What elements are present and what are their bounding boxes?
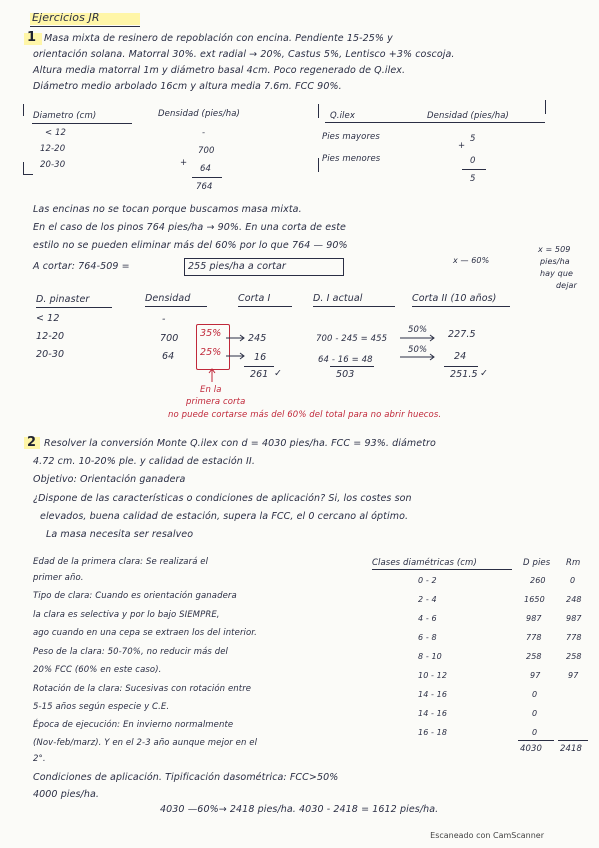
bracket [545, 100, 546, 114]
ex1-statement-line: Diámetro medio arbolado 16cm y altura media 7.6m. FCC 90%. [33, 81, 342, 92]
ex2-note-line: Tipo de clara: Cuando es orientación ganadera [33, 591, 237, 601]
table2-header: Corta II (10 años) [412, 293, 497, 304]
bracket [318, 158, 319, 172]
class-cell: 0 - 2 [418, 576, 437, 585]
total-rm: 2418 [560, 744, 583, 754]
sum-line [192, 177, 222, 178]
bracket [23, 174, 33, 175]
ex1-statement-line: orientación solana. Matorral 30%. ext radial → 20%, Castus 5%, Lentisco +3% coscoja. [33, 49, 455, 60]
table-right-total: 5 [470, 174, 476, 184]
side-calc: x = 509 [538, 245, 571, 254]
check-icon: ✓ [274, 368, 283, 379]
ex2-question-line: elevados, buena calidad de estación, supera la FCC, el 0 cercano al óptimo. [40, 511, 409, 522]
table2-cell: 64 - 16 = 48 [318, 355, 373, 365]
conditions: Condiciones de aplicación. Tipificación dasométrica: FCC>50% [33, 772, 339, 783]
arrow-icon [400, 336, 440, 366]
check-icon: ✓ [480, 368, 489, 379]
table2-pct: 35% [200, 328, 222, 339]
table-right-cell: Pies mayores [322, 132, 380, 142]
ex2-note-line: ago cuando en una cepa se extraen los del interior. [33, 628, 257, 638]
ex2-note-line: 5-15 años según especie y C.E. [33, 702, 170, 712]
ex2-note-line: Peso de la clara: 50-70%, no reducir más del [33, 647, 229, 657]
table2-cell: 245 [248, 333, 267, 344]
red-note: En la [200, 385, 222, 395]
class-cell: 0 [570, 576, 576, 585]
class-cell: 4 - 6 [418, 614, 437, 623]
class-cell: 778 [526, 633, 542, 642]
title-underline [30, 26, 140, 27]
scanner-footer: Escaneado con CamScanner [430, 831, 544, 840]
total-pies: 4030 [520, 744, 543, 754]
header-underline [412, 306, 510, 307]
up-arrow-icon [208, 368, 218, 384]
header-underline [313, 306, 395, 307]
table2-cell: 64 [162, 351, 175, 362]
class-cell: 97 [530, 671, 541, 680]
class-cell: 16 - 18 [418, 728, 448, 737]
sum-line [558, 740, 588, 741]
ex2-note-line: 2°. [33, 754, 46, 764]
table-left-header-densidad: Densidad (pies/ha) [158, 109, 240, 119]
table2-cell: < 12 [36, 313, 60, 324]
class-cell: 1650 [524, 595, 545, 604]
table2-cell: 227.5 [448, 329, 476, 340]
class-cell: 987 [526, 614, 542, 623]
table2-cell: 700 - 245 = 455 [316, 334, 388, 344]
table2-sum: 503 [336, 369, 355, 380]
col-header-dpies: D pies [523, 558, 551, 568]
table2-cell: 700 [160, 333, 179, 344]
table2-header: D. pinaster [36, 294, 90, 305]
table-right-header-densidad: Densidad (pies/ha) [427, 111, 509, 121]
plus-sign: + [458, 141, 466, 151]
ex1-number: 1 [27, 30, 37, 45]
class-cell: 14 - 16 [418, 709, 448, 718]
table2-pct: 50% [408, 345, 428, 355]
ex1-text-line: En el caso de los pinos 764 pies/ha → 90%. En una corta de este [33, 222, 346, 233]
table-right-header-qilex: Q.ilex [330, 111, 355, 121]
header-underline [238, 306, 292, 307]
table-right-cell: 5 [470, 134, 476, 144]
header-underline [36, 307, 112, 308]
side-calc: pies/ha [540, 257, 570, 266]
table-left-cell: 64 [200, 164, 212, 174]
table-right-cell: Pies menores [322, 154, 381, 164]
class-cell: 248 [566, 595, 582, 604]
sum-line [518, 740, 554, 741]
sum-line [330, 366, 374, 367]
table2-sum: 251.5 [450, 369, 478, 380]
bracket [23, 104, 24, 116]
sum-line [462, 169, 486, 170]
ex2-note-line: (Nov-feb/marz). Y en el 2-3 año aunque mejor en el [33, 738, 258, 748]
ex2-statement-line: Resolver la conversión Monte Q.ilex con d = 4030 pies/ha. FCC = 93%. diámetro [44, 438, 436, 449]
side-calc: x — 60% [453, 256, 490, 265]
header-underline [372, 569, 512, 570]
table-left-cell: < 12 [45, 128, 67, 138]
arrow-icon [226, 330, 250, 360]
ex2-note-line: la clara es selectiva y por lo bajo SIEMPRE, [33, 610, 220, 620]
ex2-question-line: La masa necesita ser resalveo [46, 529, 194, 540]
ex2-note-line: Época de ejecución: En invierno normalmente [33, 720, 234, 730]
class-cell: 0 [532, 709, 538, 718]
ex2-note-line: primer año. [33, 573, 84, 583]
ex2-question-line: ¿Dispone de las características o condiciones de aplicación? Si, los costes son [33, 493, 412, 504]
table2-cell: 12-20 [36, 331, 65, 342]
sum-line [244, 366, 274, 367]
side-calc: hay que [540, 269, 574, 278]
ex2-note-line: 20% FCC (60% en este caso). [33, 665, 162, 675]
classes-header: Clases diamétricas (cm) [372, 558, 477, 568]
red-note: primera corta [186, 397, 246, 407]
table-left-total: 764 [196, 182, 213, 192]
class-cell: 6 - 8 [418, 633, 437, 642]
ex1-text-line: Las encinas no se tocan porque buscamos masa mixta. [33, 204, 302, 215]
class-cell: 258 [566, 652, 582, 661]
cut-result: 255 pies/ha a cortar [188, 261, 286, 272]
ex2-note-line: Rotación de la clara: Sucesivas con rotación entre [33, 684, 252, 694]
bracket [23, 162, 24, 174]
header-underline [145, 306, 207, 307]
table2-pct: 50% [408, 325, 428, 335]
class-cell: 8 - 10 [418, 652, 442, 661]
class-cell: 778 [566, 633, 582, 642]
table2-cell: 16 [254, 352, 267, 363]
class-cell: 987 [566, 614, 582, 623]
col-header-rm: Rm [566, 558, 581, 568]
table-left-header-diametro: Diametro (cm) [33, 111, 97, 121]
class-cell: 2 - 4 [418, 595, 437, 604]
ex1-statement-line: Masa mixta de resinero de repoblación con encina. Pendiente 15-25% y [44, 33, 393, 44]
table-left-cell: 20-30 [40, 160, 66, 170]
conditions: 4000 pies/ha. [33, 789, 100, 800]
plus-sign: + [180, 158, 188, 168]
class-cell: 10 - 12 [418, 671, 448, 680]
table-right-rule [325, 122, 545, 123]
table2-pct: 25% [200, 347, 222, 358]
class-cell: 258 [526, 652, 542, 661]
ex1-text-line: estilo no se pueden eliminar más del 60% por lo que 764 — 90% [33, 240, 348, 251]
table-left-rule [32, 123, 132, 124]
table2-header: Densidad [145, 293, 191, 304]
class-cell: 0 [532, 728, 538, 737]
table-left-cell: 12-20 [40, 144, 66, 154]
ex1-statement-line: Altura media matorral 1m y diámetro basal 4cm. Poco regenerado de Q.ilex. [33, 65, 406, 76]
class-cell: 260 [530, 576, 546, 585]
table2-header: D. I actual [313, 293, 363, 304]
ex1-text-line: A cortar: 764-509 = [33, 261, 130, 272]
table-right-cell: 0 [470, 156, 476, 166]
table2-cell: - [162, 314, 166, 325]
bracket [318, 104, 319, 118]
red-note: no puede cortarse más del 60% del total para no abrir huecos. [168, 410, 442, 420]
class-cell: 14 - 16 [418, 690, 448, 699]
class-cell: 0 [532, 690, 538, 699]
page-title: Ejercicios JR [32, 11, 100, 24]
table2-cell: 20-30 [36, 349, 65, 360]
red-highlight-box [196, 324, 230, 370]
table2-cell: 24 [454, 351, 467, 362]
ex2-note-line: Edad de la primera clara: Se realizará el [33, 557, 209, 567]
table2-sum: 261 [250, 369, 269, 380]
sum-line [444, 366, 478, 367]
class-cell: 97 [568, 671, 579, 680]
side-calc: dejar [556, 281, 577, 290]
ex2-objective: Objetivo: Orientación ganadera [33, 474, 186, 485]
final-calc: 4030 —60%→ 2418 pies/ha. 4030 - 2418 = 1612 pies/ha. [160, 804, 439, 815]
table-left-cell: - [202, 128, 206, 138]
table-left-cell: 700 [198, 146, 215, 156]
ex2-number: 2 [27, 435, 37, 450]
table2-header: Corta I [238, 293, 271, 304]
ex2-statement-line: 4.72 cm. 10-20% ple. y calidad de estación II. [33, 456, 255, 467]
